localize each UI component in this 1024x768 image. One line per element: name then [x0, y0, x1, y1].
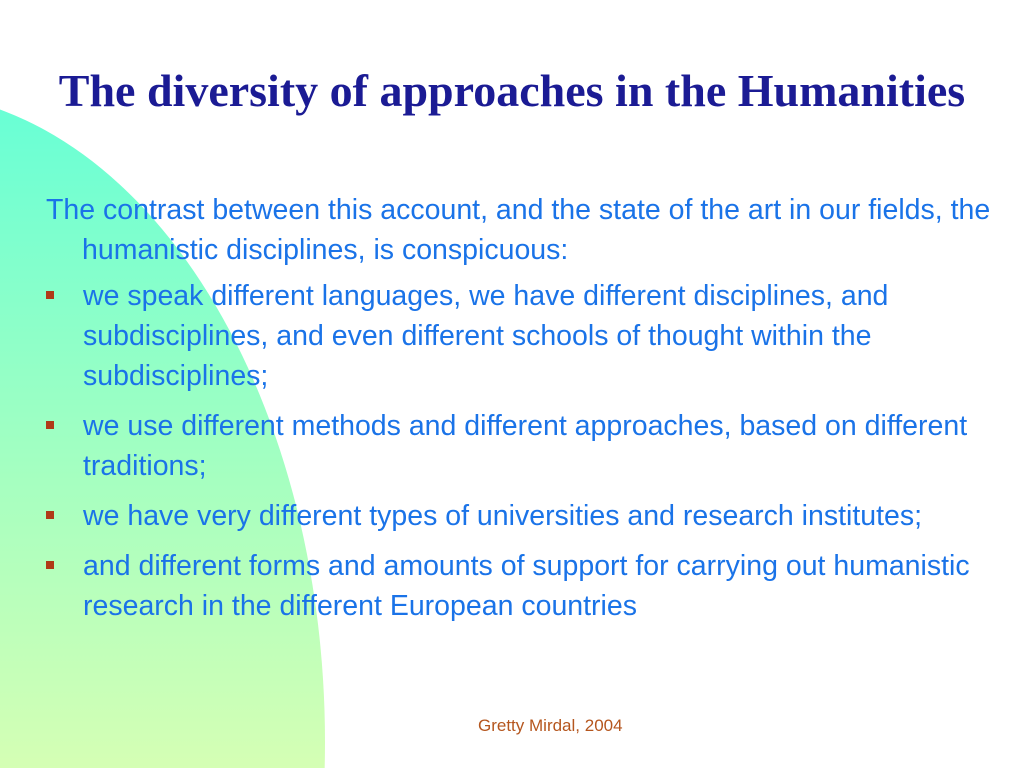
- list-item: [46, 496, 991, 536]
- square-bullet-icon: [46, 291, 54, 299]
- bullet-text: and different forms and amounts of support for carrying out humanistic research in the different European countries: [83, 550, 970, 622]
- bullet-list: [46, 276, 991, 626]
- slide-title: The diversity of approaches in the Humanities: [58, 65, 966, 116]
- list-item: [46, 546, 991, 626]
- square-bullet-icon: [46, 561, 54, 569]
- slide-body: [46, 190, 991, 636]
- square-bullet-icon: [46, 421, 54, 429]
- bullet-text: we use different methods and different approaches, based on different traditions;: [83, 410, 968, 482]
- bullet-text: we have very different types of universities and research institutes;: [83, 500, 923, 532]
- list-item: [46, 276, 991, 396]
- bullet-text: we speak different languages, we have different disciplines, and subdisciplines, and even different schools of thought within the subdisciplines;: [83, 280, 889, 392]
- footer-credit: Gretty Mirdal, 2004: [478, 716, 623, 735]
- square-bullet-icon: [46, 511, 54, 519]
- list-item: [46, 406, 991, 486]
- intro-paragraph: The contrast between this account, and the state of the art in our fields, the humanistic disciplines, is conspicuous:: [46, 194, 991, 266]
